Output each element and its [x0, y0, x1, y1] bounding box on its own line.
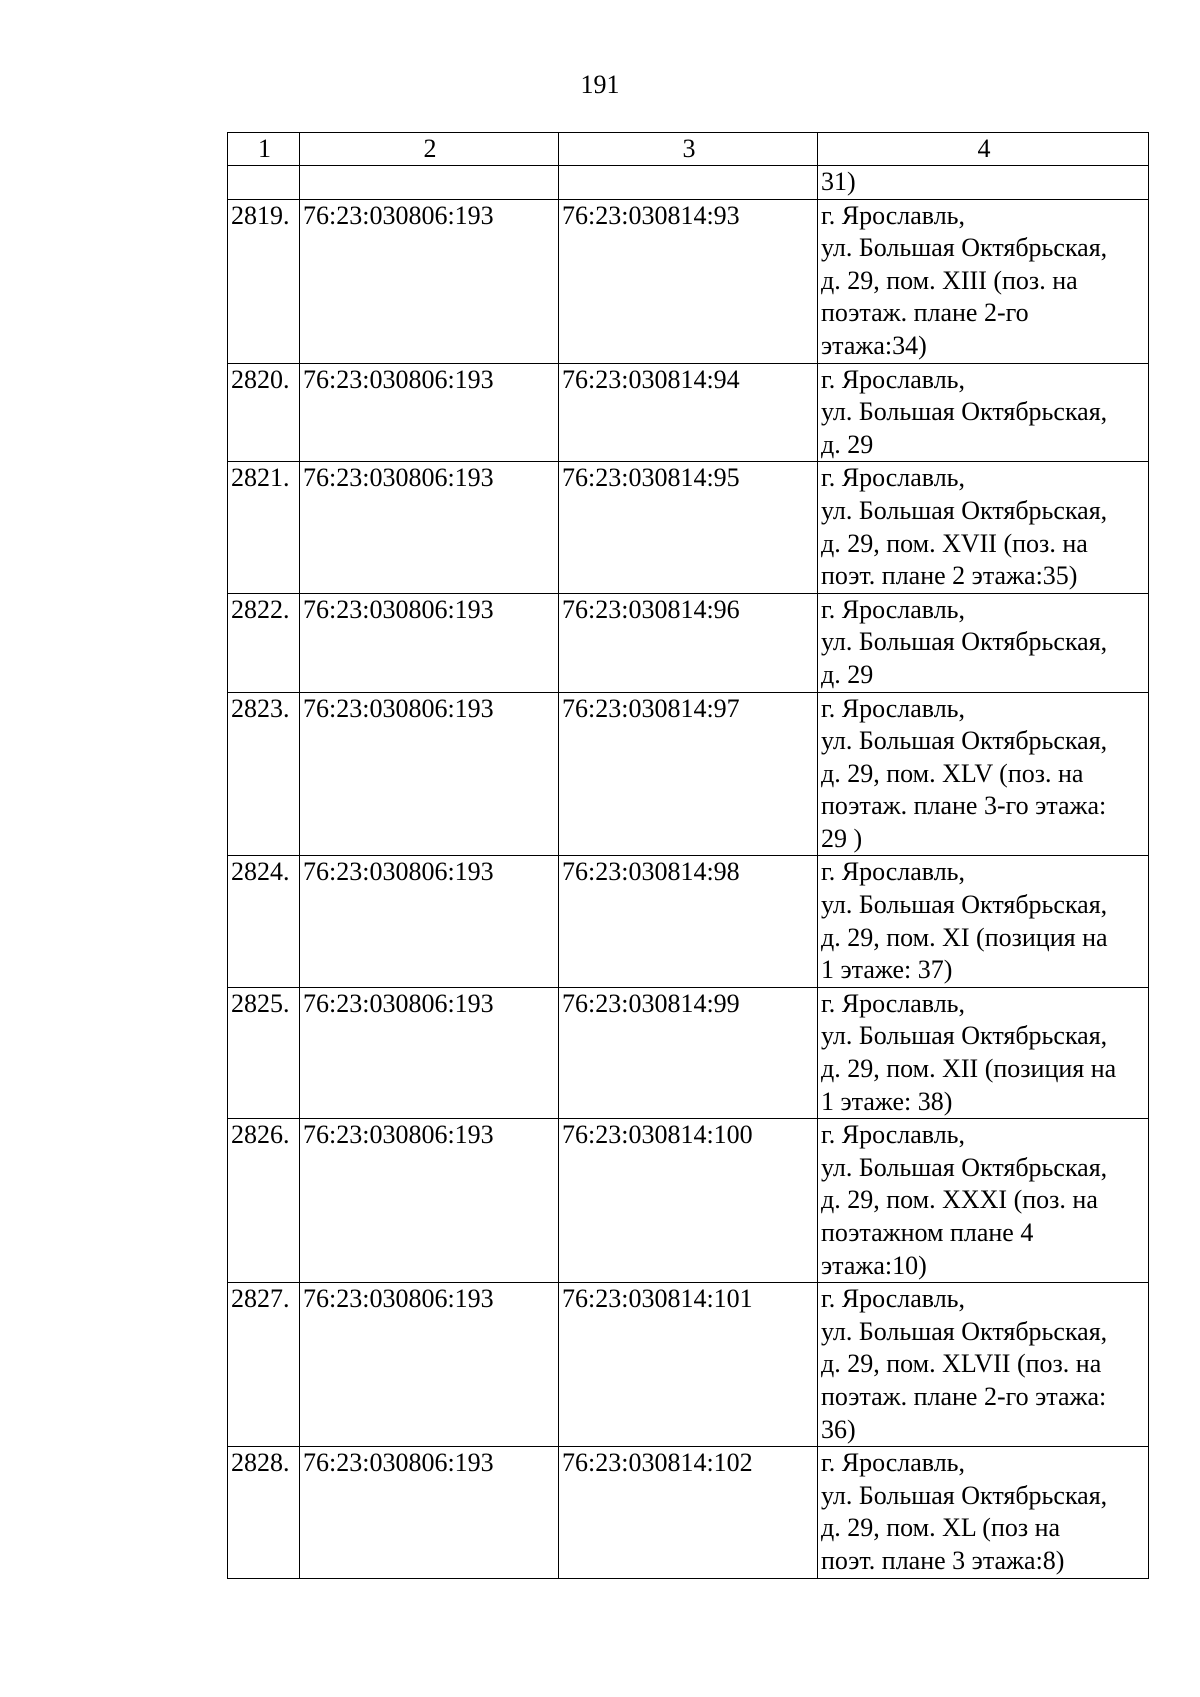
address-cell: 31) [818, 166, 1149, 200]
address-cell: г. Ярославль, ул. Большая Октябрьская, д. 29 [818, 593, 1149, 692]
row-number-cell: 2826. [228, 1119, 300, 1283]
table-row [228, 987, 1149, 1118]
header-cell-4: 4 [818, 133, 1149, 166]
table-row [228, 856, 1149, 987]
cadastral-number-cell: 76:23:030806:193 [300, 692, 559, 856]
cadastral-number-cell: 76:23:030814:97 [559, 692, 818, 856]
row-number-cell [228, 166, 300, 200]
page-number: 191 [580, 70, 620, 99]
cadastral-number-cell: 76:23:030806:193 [300, 1283, 559, 1447]
cadastral-number-cell: 76:23:030806:193 [300, 363, 559, 462]
cadastral-number-cell: 76:23:030814:95 [559, 462, 818, 593]
cadastral-number-cell [559, 166, 818, 200]
address-cell: г. Ярославль, ул. Большая Октябрьская, д. 29, пом. XIII (поз. на поэтаж. плане 2-го этажа:34) [818, 199, 1149, 363]
table-row [228, 462, 1149, 593]
cadastral-number-cell: 76:23:030814:102 [559, 1447, 818, 1578]
row-number-cell: 2822. [228, 593, 300, 692]
address-cell: г. Ярославль, ул. Большая Октябрьская, д. 29, пом. XVII (поз. на поэт. плане 2 этажа:35) [818, 462, 1149, 593]
address-cell: г. Ярославль, ул. Большая Октябрьская, д. 29, пом. XLVII (поз. на поэтаж. плане 2-го этажа: 36) [818, 1283, 1149, 1447]
table-row [228, 363, 1149, 462]
header-cell-3: 3 [559, 133, 818, 166]
cadastral-number-cell: 76:23:030806:193 [300, 199, 559, 363]
cadastral-number-cell: 76:23:030806:193 [300, 1119, 559, 1283]
table-row [228, 692, 1149, 856]
cadastral-number-cell: 76:23:030814:96 [559, 593, 818, 692]
registry-table [227, 132, 1149, 1579]
row-number-cell: 2819. [228, 199, 300, 363]
address-cell: г. Ярославль, ул. Большая Октябрьская, д. 29, пом. XXXI (поз. на поэтажном плане 4 этажа:10) [818, 1119, 1149, 1283]
table-row [228, 1119, 1149, 1283]
cadastral-number-cell: 76:23:030814:99 [559, 987, 818, 1118]
cadastral-number-cell: 76:23:030814:98 [559, 856, 818, 987]
address-cell: г. Ярославль, ул. Большая Октябрьская, д. 29, пом. XL (поз на поэт. плане 3 этажа:8) [818, 1447, 1149, 1578]
row-number-cell: 2825. [228, 987, 300, 1118]
row-number-cell: 2823. [228, 692, 300, 856]
table-row [228, 1447, 1149, 1578]
table-row [228, 1283, 1149, 1447]
row-number-cell: 2828. [228, 1447, 300, 1578]
address-cell: г. Ярославль, ул. Большая Октябрьская, д. 29, пом. XLV (поз. на поэтаж. плане 3-го этажа: 29 ) [818, 692, 1149, 856]
cadastral-number-cell: 76:23:030806:193 [300, 593, 559, 692]
row-number-cell: 2820. [228, 363, 300, 462]
table-row [228, 593, 1149, 692]
cadastral-number-cell: 76:23:030814:93 [559, 199, 818, 363]
cadastral-number-cell: 76:23:030806:193 [300, 462, 559, 593]
row-number-cell: 2821. [228, 462, 300, 593]
header-cell-1: 1 [228, 133, 300, 166]
cadastral-number-cell [300, 166, 559, 200]
table-header-row [228, 133, 1149, 166]
cadastral-number-cell: 76:23:030814:94 [559, 363, 818, 462]
address-cell: г. Ярославль, ул. Большая Октябрьская, д. 29 [818, 363, 1149, 462]
cadastral-number-cell: 76:23:030814:100 [559, 1119, 818, 1283]
row-number-cell: 2827. [228, 1283, 300, 1447]
header-cell-2: 2 [300, 133, 559, 166]
table-row [228, 166, 1149, 200]
cadastral-number-cell: 76:23:030806:193 [300, 856, 559, 987]
address-cell: г. Ярославль, ул. Большая Октябрьская, д. 29, пом. XI (позиция на 1 этаже: 37) [818, 856, 1149, 987]
cadastral-number-cell: 76:23:030814:101 [559, 1283, 818, 1447]
cadastral-number-cell: 76:23:030806:193 [300, 987, 559, 1118]
address-cell: г. Ярославль, ул. Большая Октябрьская, д. 29, пом. XII (позиция на 1 этаже: 38) [818, 987, 1149, 1118]
table-row [228, 199, 1149, 363]
row-number-cell: 2824. [228, 856, 300, 987]
cadastral-number-cell: 76:23:030806:193 [300, 1447, 559, 1578]
